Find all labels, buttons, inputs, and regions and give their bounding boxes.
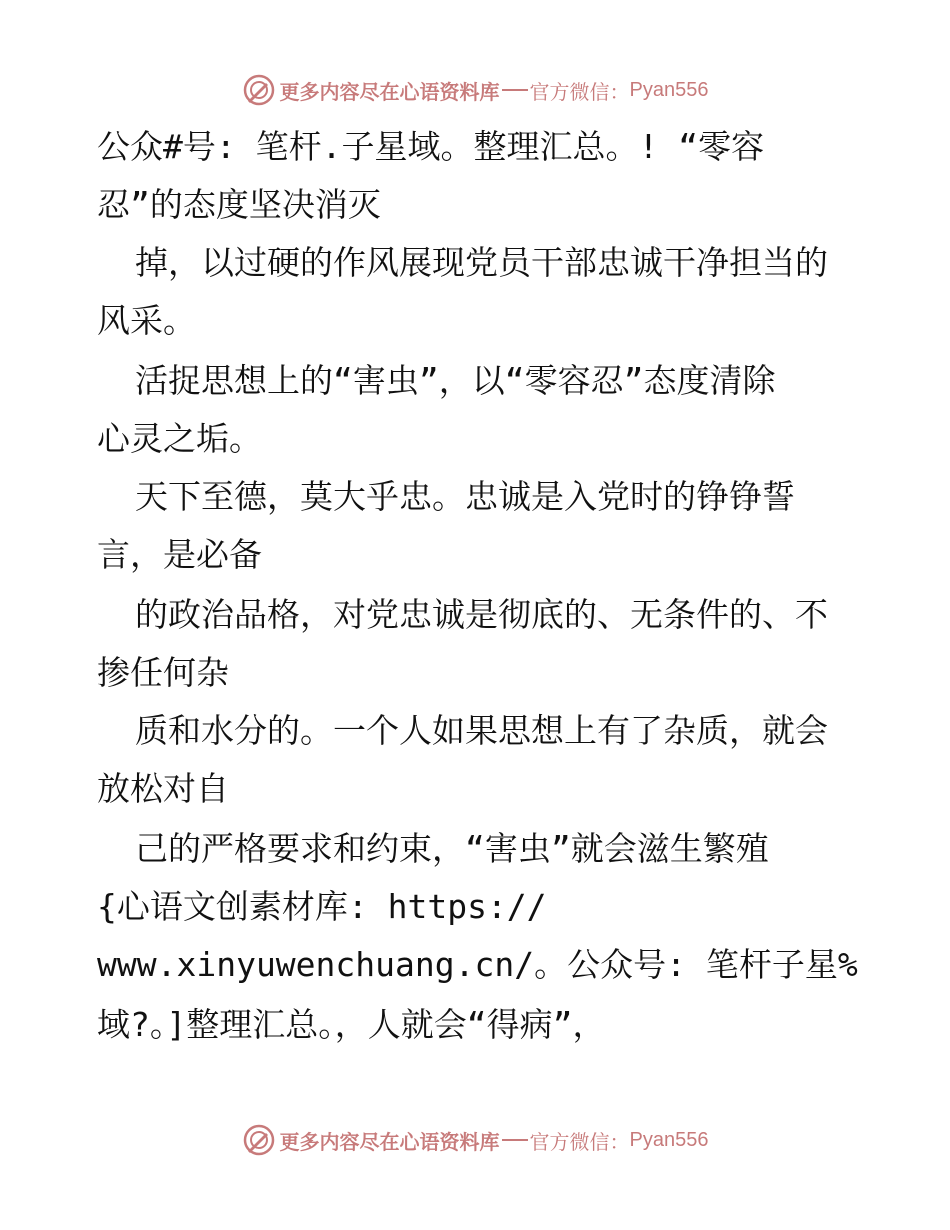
body-line-11: 质和水分的。一个人如果思想上有了杂质，就会: [135, 711, 828, 750]
header-wechat-id: Pyan556: [629, 78, 709, 101]
body-line-1: 公众#号: 笔杆.子星域。整理汇总。! “零容: [97, 127, 765, 166]
body-line-13: 己的严格要求和约束，“害虫”就会滋生繁殖: [135, 829, 769, 868]
body-line-16: 域?。]整理汇总。，人就会“得病”，: [97, 1005, 606, 1044]
footer-dash: [502, 1139, 528, 1141]
body-line-4: 风采。: [97, 301, 196, 340]
header-brand-text: 更多内容尽在心语资料库: [279, 79, 500, 104]
header-dash: [502, 89, 528, 91]
body-line-15: www.xinyuwenchuang.cn/。公众号: 笔杆子星%: [97, 945, 858, 984]
body-line-8: 言，是必备: [97, 535, 262, 574]
footer-wechat-id: Pyan556: [629, 1128, 709, 1151]
body-line-10: 掺任何杂: [97, 653, 229, 692]
body-line-14: {心语文创素材库: https://: [97, 887, 547, 926]
footer-banner: [0, 1120, 950, 1160]
body-line-9: 的政治品格，对党忠诚是彻底的、无条件的、不: [135, 595, 828, 634]
body-line-5: 活捉思想上的“害虫”，以“零容忍”态度清除: [135, 361, 776, 400]
body-line-12: 放松对自: [97, 769, 229, 808]
header-official-label: 官方微信：: [529, 79, 630, 104]
body-line-2: 忍”的态度坚决消灭: [97, 185, 381, 224]
stamp-seal-icon: [242, 73, 276, 107]
body-line-7: 天下至德，莫大乎忠。忠诚是入党时的铮铮誓: [135, 477, 795, 516]
body-line-6: 心灵之垢。: [97, 419, 262, 458]
footer-brand-text: 更多内容尽在心语资料库: [279, 1129, 500, 1154]
stamp-seal-icon: [242, 1123, 276, 1157]
body-line-3: 掉，以过硬的作风展现党员干部忠诚干净担当的: [135, 243, 828, 282]
footer-official-label: 官方微信：: [529, 1129, 630, 1154]
header-banner: [0, 70, 950, 110]
